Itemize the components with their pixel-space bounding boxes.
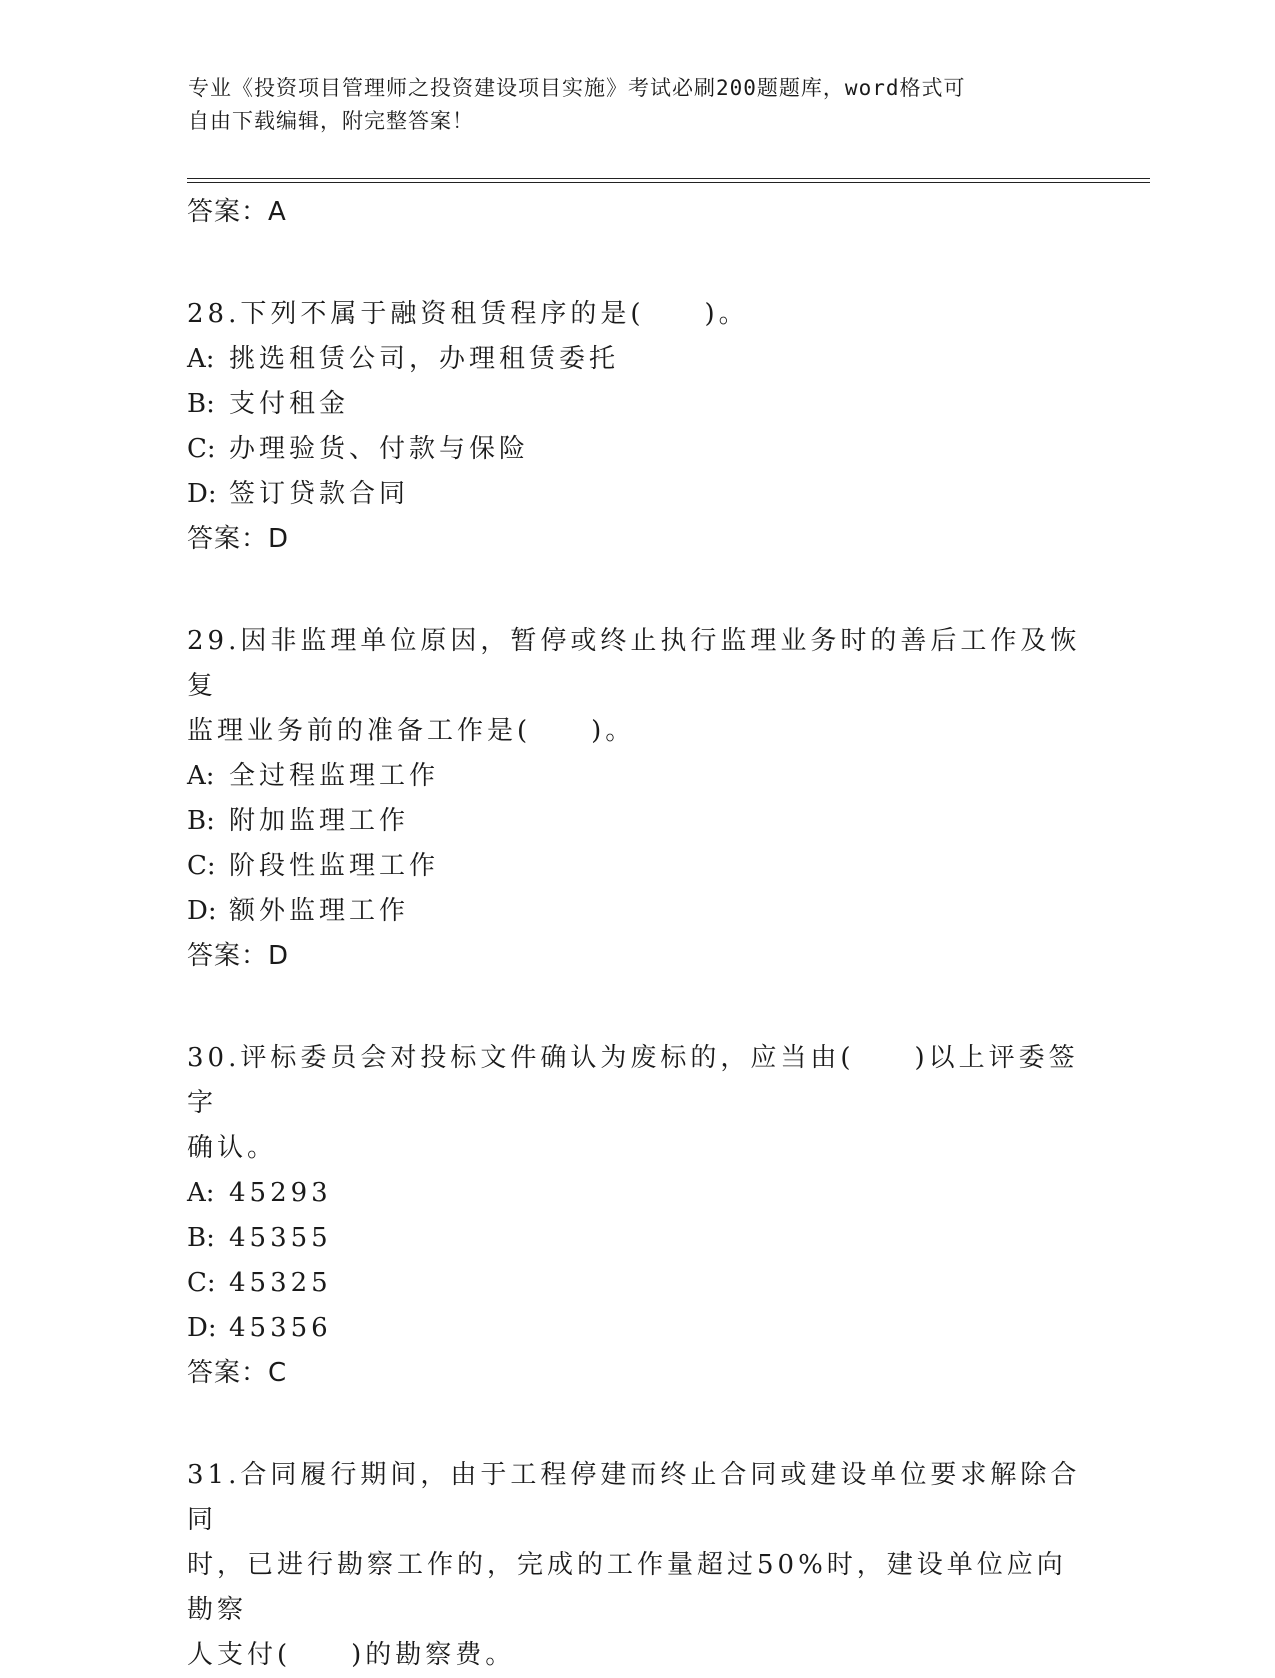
question-stem: 人支付( )的勘察费。: [187, 1640, 516, 1670]
option-letter: C:: [187, 434, 216, 464]
option-a: [187, 337, 1087, 382]
question-stem: 30.评标委员会对投标文件确认为废标的，应当由( )以上评委签字: [187, 1043, 1079, 1118]
header-rule-bottom: [187, 182, 1150, 183]
option-a: [187, 754, 1087, 799]
spacer: [187, 561, 1087, 619]
option-letter: A:: [187, 761, 215, 791]
option-text: 支付租金: [229, 389, 350, 419]
spacer: [187, 1395, 1087, 1453]
option-letter: D:: [187, 479, 217, 509]
option-letter: A:: [187, 1178, 215, 1208]
answer-line: 答案：D: [187, 524, 290, 554]
document-body: [187, 190, 1087, 1678]
option-c: [187, 844, 1087, 889]
question-stem: 31.合同履行期间，由于工程停建而终止合同或建设单位要求解除合同: [187, 1460, 1081, 1535]
option-a: [187, 1171, 1087, 1216]
question-block: [187, 1453, 1087, 1678]
option-text: 办理验货、付款与保险: [229, 434, 530, 464]
option-b: [187, 799, 1087, 844]
option-d: [187, 889, 1087, 934]
question-block: [187, 619, 1087, 978]
option-letter: B:: [187, 1223, 215, 1253]
option-letter: C:: [187, 851, 216, 881]
option-letter: A:: [187, 344, 215, 374]
question-block: [187, 292, 1087, 561]
option-text: 阶段性监理工作: [229, 851, 440, 881]
option-b: [187, 1216, 1087, 1261]
question-block: [187, 1036, 1087, 1395]
option-letter: B:: [187, 806, 215, 836]
spacer: [187, 234, 1087, 292]
option-letter: D:: [187, 896, 217, 926]
question-stem: 29.因非监理单位原因，暂停或终止执行监理业务时的善后工作及恢复: [187, 626, 1081, 701]
option-d: [187, 472, 1087, 517]
option-text: 挑选租赁公司，办理租赁委托: [229, 344, 620, 374]
option-text: 45356: [229, 1313, 332, 1343]
option-text: 签订贷款合同: [229, 479, 410, 509]
option-c: [187, 427, 1087, 472]
option-letter: D:: [187, 1313, 217, 1343]
answer-line: 答案：C: [187, 1358, 288, 1388]
option-text: 额外监理工作: [229, 896, 410, 926]
header-line-2: 自由下载编辑，附完整答案！: [188, 109, 474, 133]
document-header: [188, 72, 1068, 138]
option-letter: B:: [187, 389, 215, 419]
question-stem: 监理业务前的准备工作是( )。: [187, 716, 636, 746]
answer-line: 答案：D: [187, 941, 290, 971]
option-text: 45293: [229, 1178, 332, 1208]
option-text: 全过程监理工作: [229, 761, 440, 791]
header-line-1: 专业《投资项目管理师之投资建设项目实施》考试必刷200题题库，word格式可: [188, 76, 966, 100]
option-c: [187, 1261, 1087, 1306]
option-text: 45325: [229, 1268, 332, 1298]
header-rule-top: [187, 178, 1150, 179]
spacer: [187, 978, 1087, 1036]
option-letter: C:: [187, 1268, 216, 1298]
question-stem: 28.下列不属于融资租赁程序的是( )。: [187, 299, 749, 329]
option-b: [187, 382, 1087, 427]
option-text: 附加监理工作: [229, 806, 410, 836]
answer-line: 答案：A: [187, 197, 287, 227]
question-stem: 时，已进行勘察工作的，完成的工作量超过50%时，建设单位应向勘察: [187, 1550, 1067, 1625]
option-text: 45355: [229, 1223, 332, 1253]
question-stem: 确认。: [187, 1133, 278, 1163]
option-d: [187, 1306, 1087, 1351]
